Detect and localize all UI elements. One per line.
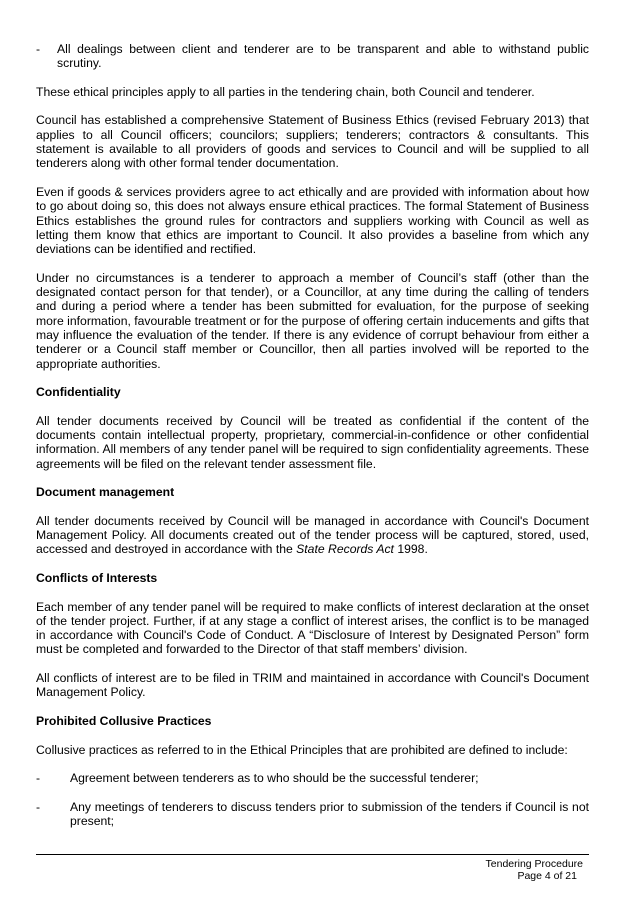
collusive-list-item <box>36 771 589 785</box>
page-footer <box>486 858 583 882</box>
bullet-dash: - <box>36 771 41 786</box>
intro-bullet-item <box>36 42 589 71</box>
collusive-list-item <box>36 800 589 829</box>
collusive-paragraph: Collusive practices as referred to in the Ethical Principles that are prohibited are defined to include: <box>36 742 568 757</box>
collusive-item-text: Agreement between tenderers as to who should be the successful tenderer; <box>70 771 479 786</box>
staff-contact-paragraph: Under no circumstances is a tenderer to approach a member of Council’s staff (other than the designated contact person for that tender), or a Councillor, at any time during the calling of tenders and during a period where a tender has been submitted for evaluation, for the purpose of seeking more information, favourable treatment or for the purpose of offering certain inducements and gifts that may influence the evaluation of the tender. If there is any evidence of corrupt behaviour from either a tenderer or a Council staff member or Councillor, then all parties involved will be reported to the appropriate authorities. <box>36 270 589 371</box>
bullet-dash: - <box>36 799 41 814</box>
footer-title: Tendering Procedure <box>485 858 583 870</box>
intro-bullet-text: All dealings between client and tenderer are to be transparent and able to withstand public scrutiny. <box>57 42 589 71</box>
bullet-dash: - <box>36 42 41 56</box>
document-management-heading: Document management <box>36 485 175 500</box>
document-page <box>36 42 589 843</box>
business-ethics-statement-paragraph: Council has established a comprehensive Statement of Business Ethics (revised February 2013) that applies to all Council officers; councilors; suppliers; tenderers; contractors & consultants. This statement is available to all providers of goods and services to Council and will be supplied to all tenderers along with other formal tender documentation. <box>36 113 589 171</box>
document-management-paragraph <box>36 514 589 557</box>
collusive-heading: Prohibited Collusive Practices <box>36 713 212 728</box>
conflicts-paragraph-2: All conflicts of interest are to be filed in TRIM and maintained in accordance with Council's Document Management Policy. <box>36 671 589 700</box>
conflicts-paragraph-1: Each member of any tender panel will be required to make conflicts of interest declaration at the onset of the tender project. Further, if at any stage a conflict of interest arises, the conflict is to be managed in accordance with Council's Code of Conduct. A “Disclosure of Interest by Designated Person” form must be completed and forwarded to the Director of that staff members’ division. <box>36 599 589 657</box>
confidentiality-paragraph: All tender documents received by Council will be treated as confidential if the content of the documents contain intellectual property, proprietary, commercial-in-confidence or other confidential information. All members of any tender panel will be required to sign confidentiality agreements. These agreements will be filed on the relevant tender assessment file. <box>36 413 589 471</box>
confidentiality-heading: Confidentiality <box>36 385 121 400</box>
collusive-item-text: Any meetings of tenderers to discuss tenders prior to submission of the tenders if Council is not present; <box>70 799 589 829</box>
document-management-text: All tender documents received by Council will be managed in accordance with Council's Document Management Policy. All documents created out of the tender process will be captured, stored, used, accessed and destroyed in accordance with the <box>36 513 589 557</box>
ethics-scope-paragraph: These ethical principles apply to all parties in the tendering chain, both Council and tenderer. <box>36 84 535 99</box>
conflicts-heading: Conflicts of Interests <box>36 570 158 585</box>
act-year: 1998. <box>393 542 428 557</box>
footer-divider <box>36 854 589 855</box>
act-name: State Records Act <box>296 542 394 557</box>
page-number: Page 4 of 21 <box>517 870 577 882</box>
ethical-practices-paragraph: Even if goods & services providers agree to act ethically and are provided with information about how to go about doing so, this does not always ensure ethical practices. The formal Statement of Business Ethics establishes the ground rules for contractors and suppliers working with Council as well as letting them know that ethics are important to Council. It also provides a baseline from which any deviations can be identified and rectified. <box>36 184 589 257</box>
